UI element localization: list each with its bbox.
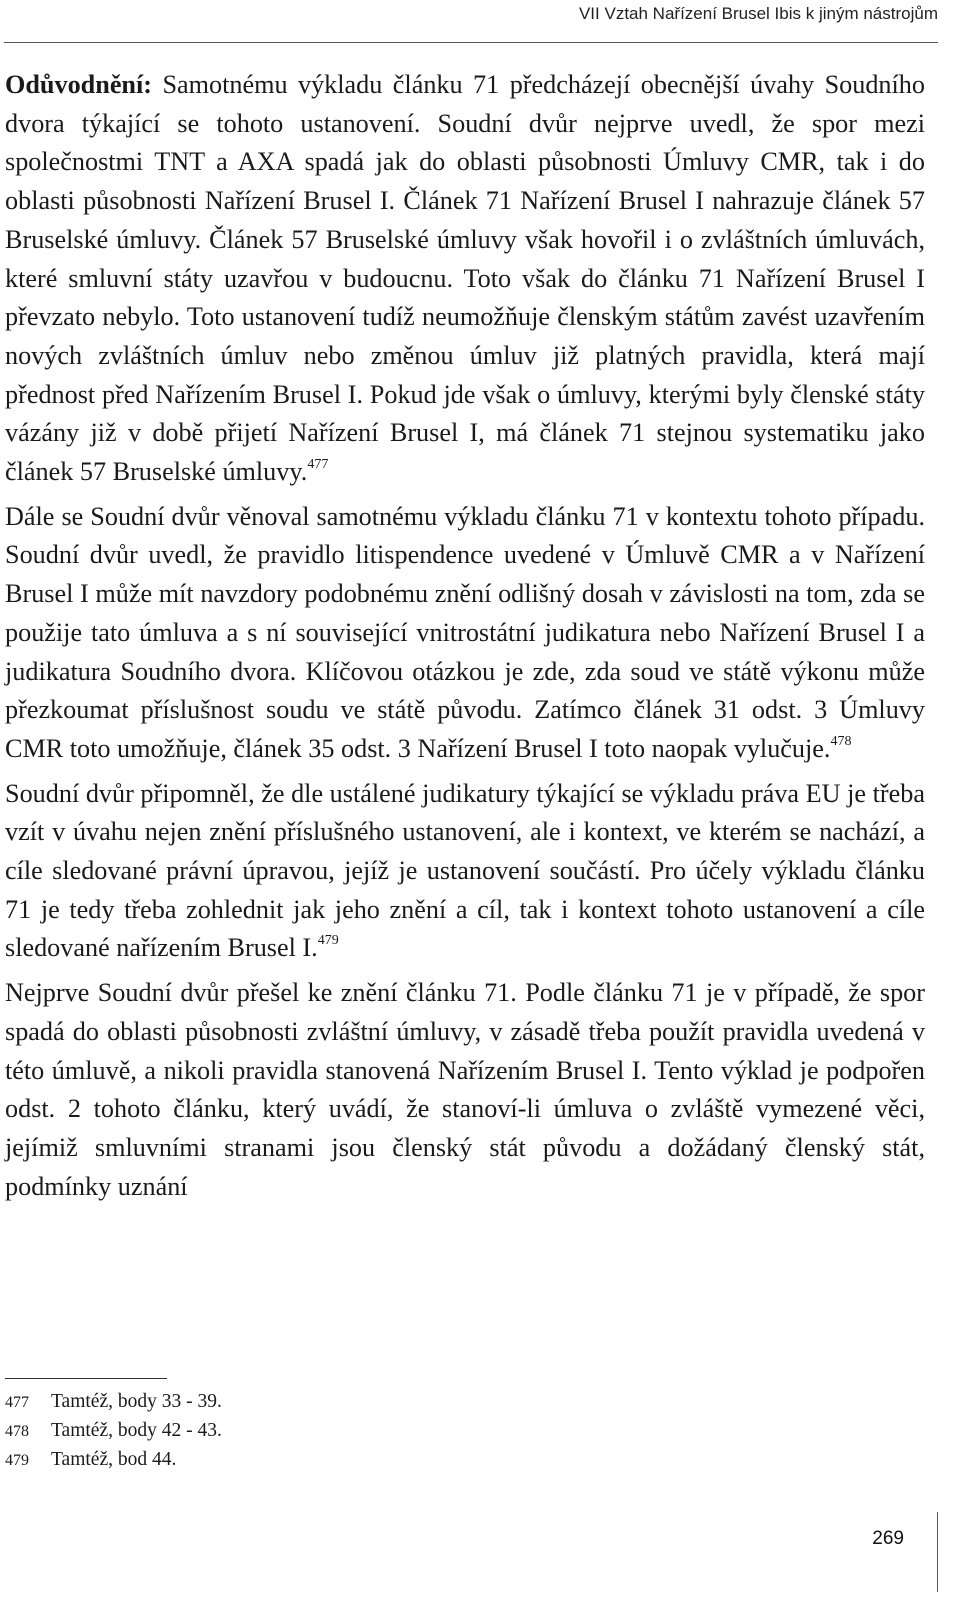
paragraph-text: Samotnému výkladu článku 71 předcházejí obecnější úvahy Soudního dvora týkající se tohoto ustanovení. Soudní dvůr nejprve uvedl, že spor mezi společnostmi TNT a AXA spadá jak do oblasti působnosti Úmluvy CMR, tak i do oblasti působnosti Nařízení Brusel I. Článek 71 Nařízení Brusel I nahrazuje článek 57 Bruselské úmluvy. Článek 57 Bruselské úmluvy však hovořil i o zvláštních úmluvách, které smluvní státy uzavřou v budoucnu. Toto však do článku 71 Nařízení Brusel I převzato nebylo. Toto ustanovení tudíž neumožňuje členským státům zavést uzavřením nových zvláštních úmluv nebo změnou úmluv již platných pravidla, která mají přednost před Nařízením Brusel I. Pokud jde však o úmluvy, kterými byly členské státy vázány již v době přijetí Nařízení Brusel I, má článek 71 stejnou systematiku jako článek 57 Bruselské úmluvy. [5,70,925,487]
header-divider [4,42,938,43]
footnote-number: 479 [5,1452,29,1469]
paragraph-2 [5,498,925,769]
paragraph-1 [5,66,925,492]
footnote-reference: 477 [307,457,329,473]
paragraph-text: Dále se Soudní dvůr věnoval samotnému výkladu článku 71 v kontextu tohoto případu. Soudní dvůr uvedl, že pravidlo litispendence uvedené v Úmluvě CMR a v Nařízení Brusel I může mít navzdory podobnému znění odlišný dosah v závislosti na tom, zda se použije tato úmluva a s ní související vnitrostátní judikatura nebo Nařízení Brusel I a judikatura Soudního dvora. Klíčovou otázkou je zde, zda soud ve státě výkonu může přezkoumat příslušnost soudu ve státě původu. Zatímco článek 31 odst. 3 Úmluvy CMR toto umožňuje, článek 35 odst. 3 Nařízení Brusel I toto naopak vylučuje. [5,501,925,763]
page-number: 269 [872,1528,904,1549]
paragraph-text: Nejprve Soudní dvůr přešel ke znění článku 71. Podle článku 71 je v případě, že spor spadá do oblasti působnosti zvláštní úmluvy, v zásadě třeba použít pravidla uvedená v této úmluvě, a nikoli pravidla stanovená Nařízením Brusel I. Tento výklad je podpořen odst. 2 tohoto článku, který uvádí, že stanoví-li úmluva o zvláště vymezené věci, jejímiž smluvními stranami jsou členský stát původu a dožádaný členský stát, podmínky uznání [5,978,925,1201]
paragraph-label: Odůvodnění: [5,70,152,99]
paragraph-4 [5,974,925,1206]
footnote-text: Tamtéž, body 42 - 43. [51,1420,222,1441]
footnotes [5,1388,222,1475]
footnote-divider [5,1378,167,1379]
footnote [5,1417,222,1446]
footnote-text: Tamtéž, bod 44. [51,1449,177,1470]
paragraph-3 [5,775,925,969]
footnote [5,1388,222,1417]
running-header: VII Vztah Nařízení Brusel Ibis k jiným nástrojům [578,4,938,23]
page-edge-line [937,1512,938,1592]
paragraph-text: Soudní dvůr připomněl, že dle ustálené judikatury týkající se výkladu práva EU je třeba vzít v úvahu nejen znění příslušného ustanovení, ale i kontext, ve kterém se nachází, a cíle sledované právní úpravou, jejíž je ustanovení součástí. Pro účely výkladu článku 71 je tedy třeba zohlednit jak jeho znění a cíl, tak i kontext tohoto ustanovení a cíle sledované nařízením Brusel I. [5,778,925,963]
footnote [5,1446,222,1475]
body-text [5,66,925,1212]
footnote-reference: 479 [317,933,339,949]
footnote-text: Tamtéž, body 33 - 39. [51,1391,222,1412]
footnote-number: 478 [5,1423,29,1440]
footnote-reference: 478 [830,733,852,749]
footnote-number: 477 [5,1394,29,1411]
